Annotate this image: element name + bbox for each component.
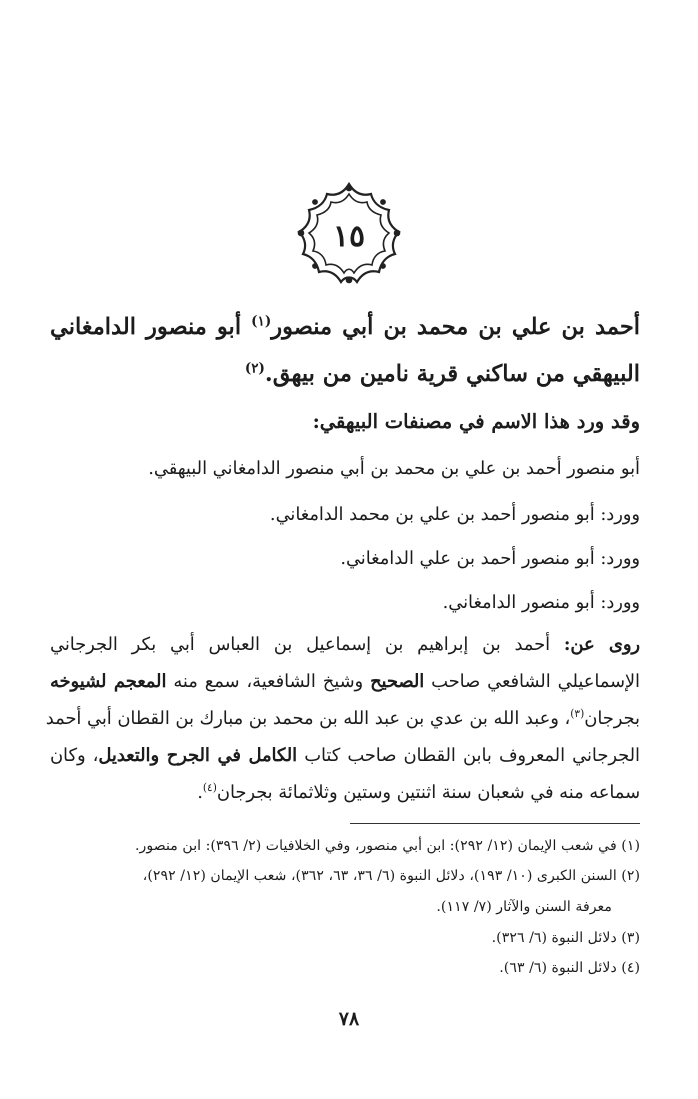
footnote-1 (50, 838, 640, 854)
entry-title-line-1 (50, 314, 640, 340)
narration-line-3 (45, 707, 640, 729)
footnote-separator (350, 823, 640, 824)
entry-title-part: أبو منصور الدامغاني (50, 314, 252, 340)
entry-number: ١٥ (332, 218, 366, 254)
entry-title-part: البيهقي من ساكني قرية نامين من بيهق. (264, 361, 640, 387)
footnote-number: (٤) (621, 960, 640, 976)
narration-text: الإسماعيلي الشافعي صاحب (424, 671, 640, 692)
footnote-ref-4[interactable]: (٤) (202, 781, 217, 795)
footnote-4 (50, 960, 640, 976)
entry-number-ornament (293, 180, 405, 292)
footnote-text: في شعب الإيمان (١٢/ ٢٩٢): ابن أبي منصور، وفي الخلافيات (٢/ ٣٩٦): ابن منصور. (135, 838, 622, 854)
narration-label: روى عن: (563, 634, 640, 655)
book-title: المعجم لشيوخه (50, 671, 167, 692)
narration-text: أحمد بن إبراهيم بن إسماعيل بن العباس أبي بكر الجرجاني (50, 634, 564, 655)
page-number: ٧٨ (338, 1008, 360, 1030)
narration-text: الجرجاني المعروف بابن القطان صاحب كتاب (297, 745, 640, 766)
narration-line-4 (50, 745, 640, 766)
footnote-number: (١) (621, 838, 640, 854)
footnote-number: (٣) (621, 930, 640, 946)
narration-text: ، وكان (50, 745, 99, 766)
footnote-2 (50, 868, 640, 884)
book-title: الكامل في الجرح والتعديل (98, 745, 298, 766)
footnote-2-continued: معرفة السنن والآثار (٧/ ١١٧). (436, 899, 612, 915)
narration-line-1 (50, 634, 640, 655)
entry-title-part: أحمد بن علي بن محمد بن أبي منصور (271, 314, 640, 340)
narration-text: بجرجان (584, 708, 640, 729)
footnote-ref-1[interactable]: (١) (251, 313, 272, 330)
entry-title-line-2 (50, 361, 640, 387)
narration-text: ، وعبد الله بن عدي بن عبد الله بن محمد بن مبارك بن القطان أبي أحمد (45, 708, 571, 729)
book-title: الصحيح (370, 671, 425, 692)
footnote-number: (٢) (621, 868, 640, 884)
footnote-3 (50, 930, 640, 946)
narration-text: وشيخ الشافعية، سمع منه (166, 671, 371, 692)
name-variant-4: وورد: أبو منصور الدامغاني. (442, 592, 640, 613)
name-variant-1: أبو منصور أحمد بن علي بن محمد بن أبي منصور الدامغاني البيهقي. (148, 458, 640, 479)
narration-line-2 (50, 671, 640, 692)
footnote-text: دلائل النبوة (٦/ ٦٣). (499, 960, 622, 976)
footnote-ref-3[interactable]: (٣) (570, 707, 585, 721)
footnote-text: السنن الكبرى (١٠/ ١٩٣)، دلائل النبوة (٦/ ٣٦، ٦٣، ٣٦٢)، شعب الإيمان (١٢/ ٢٩٢)، (142, 868, 622, 884)
footnote-text: دلائل النبوة (٦/ ٣٢٦). (491, 930, 622, 946)
narration-line-5 (50, 782, 640, 803)
name-variant-2: وورد: أبو منصور أحمد بن علي بن محمد الدامغاني. (269, 504, 640, 525)
intro-heading: وقد ورد هذا الاسم في مصنفات البيهقي: (312, 410, 640, 433)
footnote-ref-2[interactable]: (٢) (244, 360, 265, 377)
narration-text: سماعه منه في شعبان سنة اثنتين وستين وثلاثمائة بجرجان (216, 782, 640, 803)
narration-text: . (197, 782, 203, 803)
name-variant-3: وورد: أبو منصور أحمد بن علي الدامغاني. (340, 548, 640, 569)
